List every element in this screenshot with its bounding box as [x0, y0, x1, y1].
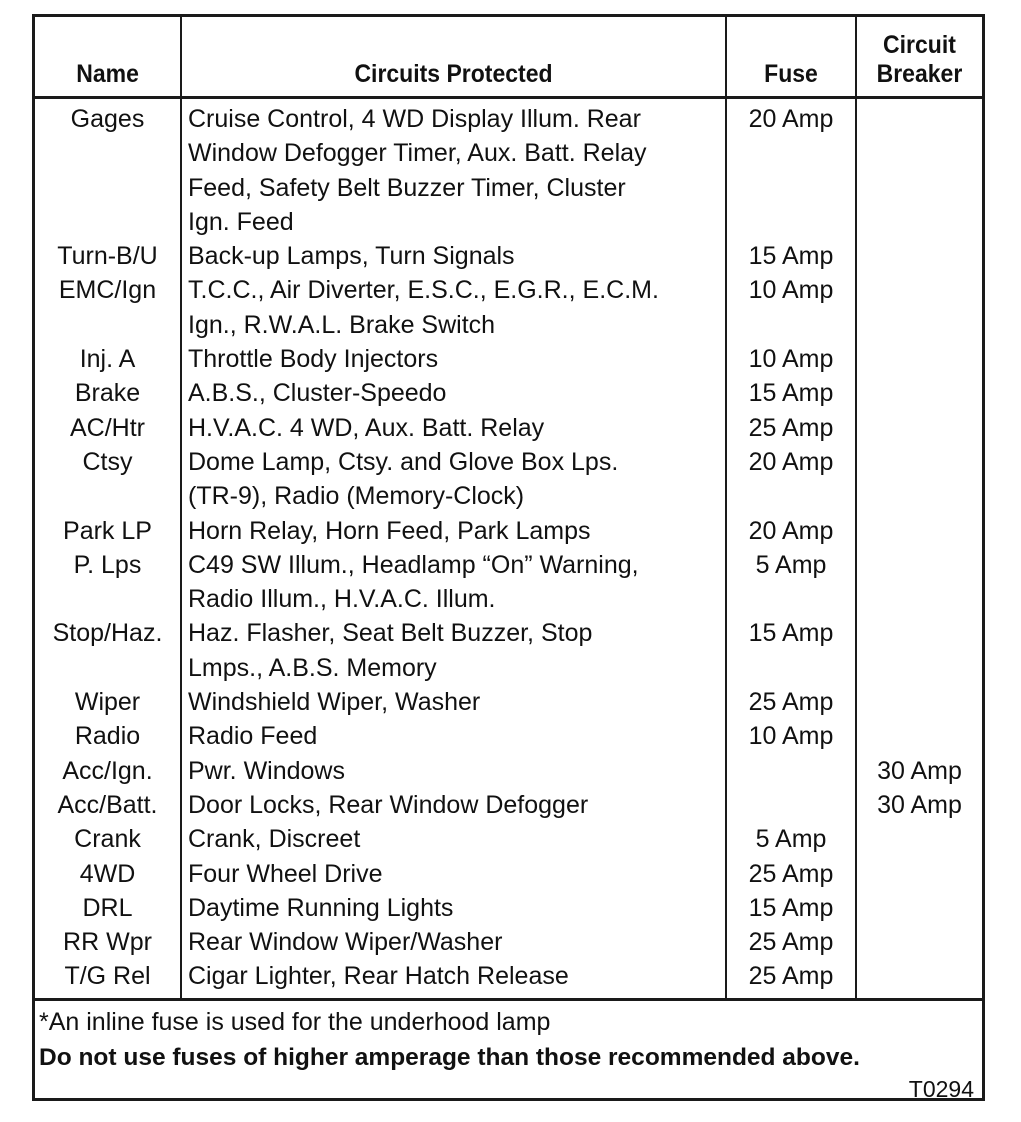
row-breaker	[856, 925, 982, 959]
row-fuse: 10 Amp	[726, 719, 856, 753]
circuit-line: Door Locks, Rear Window Defogger	[188, 790, 589, 819]
circuit-line: H.V.A.C. 4 WD, Aux. Batt. Relay	[188, 413, 545, 442]
table-row	[35, 788, 982, 822]
row-circuits	[181, 891, 726, 925]
row-circuits	[181, 719, 726, 753]
table-row	[35, 925, 982, 959]
row-breaker	[856, 342, 982, 376]
row-breaker	[856, 685, 982, 719]
row-fuse: 15 Amp	[726, 239, 856, 273]
circuit-line: Crank, Discreet	[188, 825, 361, 854]
header-breaker-line2: Breaker	[876, 60, 963, 88]
header-name: Name	[41, 17, 175, 98]
row-name: RR Wpr	[63, 928, 152, 957]
circuit-line: Lmps., A.B.S. Memory	[188, 653, 437, 682]
row-fuse: 5 Amp	[726, 822, 856, 856]
row-fuse: 25 Amp	[726, 857, 856, 891]
inline-fuse-note: *An inline fuse is used for the underhood lamp	[39, 1007, 551, 1036]
figure-code: T0294	[908, 1075, 974, 1102]
row-circuits	[181, 273, 726, 342]
row-circuits	[181, 98, 726, 240]
circuit-line: Horn Relay, Horn Feed, Park Lamps	[188, 516, 591, 545]
row-fuse: 25 Amp	[726, 959, 856, 997]
table-row	[35, 376, 982, 410]
table-row	[35, 342, 982, 376]
row-circuits	[181, 788, 726, 822]
circuit-line: Dome Lamp, Ctsy. and Glove Box Lps.	[188, 447, 619, 476]
row-fuse	[726, 788, 856, 822]
row-fuse: 10 Amp	[726, 342, 856, 376]
header-circuits: Circuits Protected	[203, 17, 704, 98]
row-name: 4WD	[79, 859, 136, 888]
row-breaker	[856, 616, 982, 685]
circuit-line: Four Wheel Drive	[188, 859, 383, 888]
circuit-line: Cruise Control, 4 WD Display Illum. Rear	[188, 105, 641, 133]
circuit-line: Windshield Wiper, Washer	[188, 688, 481, 717]
row-circuits	[181, 342, 726, 376]
header-fuse: Fuse	[731, 17, 851, 98]
row-breaker	[856, 239, 982, 273]
row-fuse: 15 Amp	[726, 616, 856, 685]
table-body	[35, 98, 982, 998]
circuit-line: T.C.C., Air Diverter, E.S.C., E.G.R., E.C.M.	[188, 276, 659, 305]
header-row	[35, 17, 982, 98]
row-name: Crank	[74, 825, 141, 854]
row-name: DRL	[82, 893, 133, 922]
table-row	[35, 411, 982, 445]
row-circuits	[181, 411, 726, 445]
row-breaker	[856, 822, 982, 856]
table-row	[35, 548, 982, 617]
table-row	[35, 98, 982, 240]
row-fuse: 15 Amp	[726, 376, 856, 410]
header-circuit-breaker	[861, 17, 977, 98]
row-fuse: 20 Amp	[726, 445, 856, 514]
table-row	[35, 959, 982, 997]
fuse-chart	[32, 14, 985, 1101]
row-name: Acc/Ign.	[62, 756, 153, 785]
row-circuits	[181, 925, 726, 959]
row-breaker	[856, 959, 982, 997]
row-circuits	[181, 822, 726, 856]
row-fuse: 10 Amp	[726, 273, 856, 342]
row-fuse: 5 Amp	[726, 548, 856, 617]
row-fuse	[726, 754, 856, 788]
table-row	[35, 445, 982, 514]
row-fuse: 20 Amp	[726, 98, 856, 240]
row-name: Gages	[70, 105, 145, 133]
circuit-line: Window Defogger Timer, Aux. Batt. Relay	[188, 139, 647, 168]
row-breaker	[856, 445, 982, 514]
table-row	[35, 754, 982, 788]
circuit-line: Throttle Body Injectors	[188, 345, 439, 374]
row-breaker	[856, 857, 982, 891]
amperage-warning: Do not use fuses of higher amperage than those recommended above.	[39, 1043, 860, 1071]
row-fuse: 25 Amp	[726, 411, 856, 445]
circuit-line: A.B.S., Cluster-Speedo	[188, 379, 447, 408]
row-circuits	[181, 616, 726, 685]
row-breaker	[856, 98, 982, 240]
circuit-line: Radio Illum., H.V.A.C. Illum.	[188, 585, 496, 614]
circuit-line: C49 SW Illum., Headlamp “On” Warning,	[188, 550, 639, 579]
header-breaker-line1: Circuit	[883, 31, 956, 59]
circuit-line: Ign., R.W.A.L. Brake Switch	[188, 310, 496, 339]
circuit-line: Radio Feed	[188, 722, 318, 751]
row-circuits	[181, 685, 726, 719]
row-name: Acc/Batt.	[57, 790, 158, 819]
row-breaker	[856, 273, 982, 342]
row-circuits	[181, 239, 726, 273]
table-row	[35, 891, 982, 925]
row-fuse: 25 Amp	[726, 925, 856, 959]
row-name: Turn-B/U	[57, 242, 158, 271]
table-row	[35, 822, 982, 856]
row-circuits	[181, 548, 726, 617]
row-name: Ctsy	[82, 447, 133, 476]
row-breaker	[856, 514, 982, 548]
row-circuits	[181, 959, 726, 997]
row-name: EMC/Ign	[58, 276, 157, 305]
row-fuse: 15 Amp	[726, 891, 856, 925]
row-name: Park LP	[63, 516, 152, 545]
row-circuits	[181, 376, 726, 410]
table-row	[35, 685, 982, 719]
row-breaker: 30 Amp	[856, 788, 982, 822]
row-breaker	[856, 719, 982, 753]
circuit-line: Feed, Safety Belt Buzzer Timer, Cluster	[188, 173, 626, 202]
row-breaker	[856, 548, 982, 617]
circuit-line: Haz. Flasher, Seat Belt Buzzer, Stop	[188, 619, 593, 648]
table-row	[35, 719, 982, 753]
circuit-line: Rear Window Wiper/Washer	[188, 928, 503, 957]
fuse-table	[35, 17, 982, 998]
table-row	[35, 273, 982, 342]
row-fuse: 25 Amp	[726, 685, 856, 719]
row-name: T/G Rel	[64, 962, 151, 991]
row-name: Stop/Haz.	[52, 619, 163, 648]
row-breaker	[856, 376, 982, 410]
row-name: AC/Htr	[70, 413, 145, 442]
row-circuits	[181, 754, 726, 788]
circuit-line: (TR-9), Radio (Memory-Clock)	[188, 482, 525, 511]
row-fuse: 20 Amp	[726, 514, 856, 548]
circuit-line: Ign. Feed	[188, 207, 294, 236]
row-name: Radio	[74, 722, 141, 751]
row-name: Brake	[74, 379, 141, 408]
row-circuits	[181, 445, 726, 514]
circuit-line: Back-up Lamps, Turn Signals	[188, 242, 515, 271]
circuit-line: Pwr. Windows	[188, 756, 345, 785]
table-row	[35, 616, 982, 685]
notes	[35, 998, 982, 1103]
table-row	[35, 514, 982, 548]
table-row	[35, 239, 982, 273]
row-circuits	[181, 514, 726, 548]
table-row	[35, 857, 982, 891]
row-breaker: 30 Amp	[856, 754, 982, 788]
row-name: P. Lps	[73, 550, 142, 579]
row-breaker	[856, 891, 982, 925]
row-name: Inj. A	[79, 345, 136, 374]
circuit-line: Cigar Lighter, Rear Hatch Release	[188, 962, 569, 991]
circuit-line: Daytime Running Lights	[188, 893, 454, 922]
row-breaker	[856, 411, 982, 445]
row-name: Wiper	[74, 688, 141, 717]
row-circuits	[181, 857, 726, 891]
